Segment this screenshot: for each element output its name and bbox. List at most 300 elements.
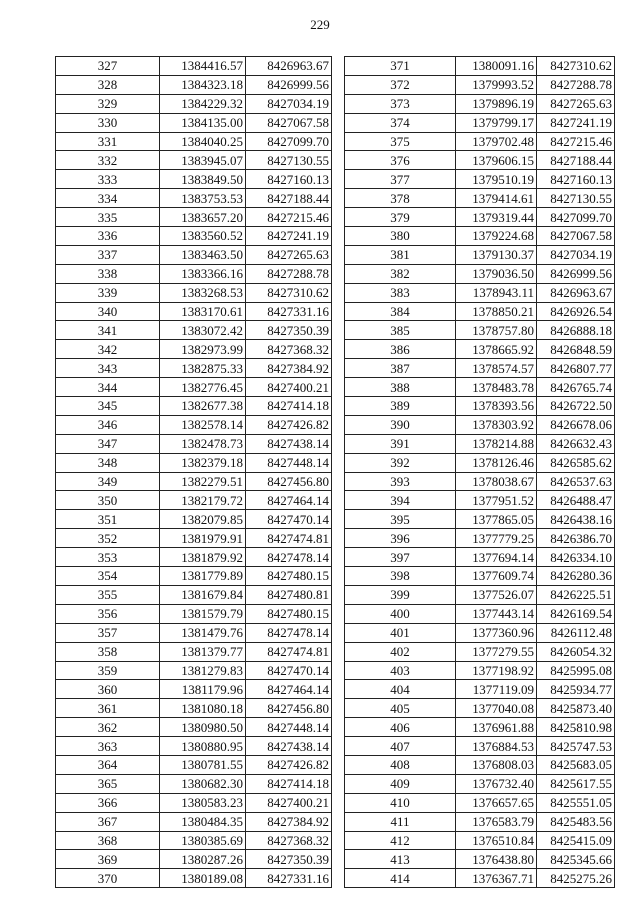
- x-coordinate-cell: 1377526.07: [456, 585, 537, 604]
- y-coordinate-cell: 8425873.40: [537, 699, 615, 718]
- table-row: [56, 415, 332, 434]
- table-row: [345, 283, 615, 302]
- y-coordinate-cell: 8427067.58: [537, 227, 615, 246]
- x-coordinate-cell: 1381080.18: [160, 699, 246, 718]
- table-row: [56, 321, 332, 340]
- table-row: [56, 831, 332, 850]
- table-row: [345, 75, 615, 94]
- y-coordinate-cell: 8426280.36: [537, 567, 615, 586]
- table-row: [56, 189, 332, 208]
- point-number-cell: 372: [345, 75, 456, 94]
- point-number-cell: 394: [345, 491, 456, 510]
- point-number-cell: 343: [56, 359, 160, 378]
- point-number-cell: 350: [56, 491, 160, 510]
- y-coordinate-cell: 8425934.77: [537, 680, 615, 699]
- point-number-cell: 387: [345, 359, 456, 378]
- x-coordinate-cell: 1383170.61: [160, 302, 246, 321]
- y-coordinate-cell: 8427160.13: [537, 170, 615, 189]
- y-coordinate-cell: 8426888.18: [537, 321, 615, 340]
- table-row: [56, 94, 332, 113]
- y-coordinate-cell: 8426999.56: [537, 264, 615, 283]
- table-row: [345, 812, 615, 831]
- x-coordinate-cell: 1382478.73: [160, 434, 246, 453]
- table-row: [345, 585, 615, 604]
- point-number-cell: 371: [345, 57, 456, 76]
- table-row: [56, 510, 332, 529]
- y-coordinate-cell: 8427384.92: [246, 812, 332, 831]
- x-coordinate-cell: 1383560.52: [160, 227, 246, 246]
- table-row: [56, 661, 332, 680]
- y-coordinate-cell: 8425683.05: [537, 755, 615, 774]
- point-number-cell: 384: [345, 302, 456, 321]
- x-coordinate-cell: 1384135.00: [160, 113, 246, 132]
- table-row: [56, 434, 332, 453]
- y-coordinate-cell: 8425415.09: [537, 831, 615, 850]
- table-row: [345, 604, 615, 623]
- point-number-cell: 364: [56, 755, 160, 774]
- point-number-cell: 391: [345, 434, 456, 453]
- point-number-cell: 330: [56, 113, 160, 132]
- point-number-cell: 381: [345, 245, 456, 264]
- x-coordinate-cell: 1377360.96: [456, 623, 537, 642]
- table-row: [56, 302, 332, 321]
- x-coordinate-cell: 1379993.52: [456, 75, 537, 94]
- y-coordinate-cell: 8427130.55: [537, 189, 615, 208]
- point-number-cell: 397: [345, 548, 456, 567]
- y-coordinate-cell: 8427241.19: [246, 227, 332, 246]
- x-coordinate-cell: 1382677.38: [160, 397, 246, 416]
- table-row: [56, 397, 332, 416]
- point-number-cell: 348: [56, 453, 160, 472]
- y-coordinate-cell: 8427331.16: [246, 869, 332, 888]
- x-coordinate-cell: 1381879.92: [160, 548, 246, 567]
- point-number-cell: 375: [345, 132, 456, 151]
- x-coordinate-cell: 1380484.35: [160, 812, 246, 831]
- point-number-cell: 333: [56, 170, 160, 189]
- point-number-cell: 353: [56, 548, 160, 567]
- point-number-cell: 389: [345, 397, 456, 416]
- table-row: [345, 510, 615, 529]
- table-row: [56, 718, 332, 737]
- table-row: [56, 283, 332, 302]
- x-coordinate-cell: 1377040.08: [456, 699, 537, 718]
- point-number-cell: 359: [56, 661, 160, 680]
- table-row: [345, 850, 615, 869]
- table-row: [345, 567, 615, 586]
- point-number-cell: 390: [345, 415, 456, 434]
- x-coordinate-cell: 1378393.56: [456, 397, 537, 416]
- point-number-cell: 373: [345, 94, 456, 113]
- x-coordinate-cell: 1376438.80: [456, 850, 537, 869]
- point-number-cell: 328: [56, 75, 160, 94]
- point-number-cell: 362: [56, 718, 160, 737]
- point-number-cell: 400: [345, 604, 456, 623]
- y-coordinate-cell: 8427400.21: [246, 793, 332, 812]
- x-coordinate-cell: 1377279.55: [456, 642, 537, 661]
- y-coordinate-cell: 8426632.43: [537, 434, 615, 453]
- point-number-cell: 388: [345, 378, 456, 397]
- x-coordinate-cell: 1377694.14: [456, 548, 537, 567]
- y-coordinate-cell: 8427456.80: [246, 472, 332, 491]
- table-row: [56, 208, 332, 227]
- point-number-cell: 342: [56, 340, 160, 359]
- point-number-cell: 363: [56, 737, 160, 756]
- point-number-cell: 409: [345, 774, 456, 793]
- x-coordinate-cell: 1383753.53: [160, 189, 246, 208]
- x-coordinate-cell: 1376367.71: [456, 869, 537, 888]
- x-coordinate-cell: 1378850.21: [456, 302, 537, 321]
- point-number-cell: 340: [56, 302, 160, 321]
- y-coordinate-cell: 8427310.62: [537, 57, 615, 76]
- table-row: [56, 623, 332, 642]
- x-coordinate-cell: 1381379.77: [160, 642, 246, 661]
- y-coordinate-cell: 8427215.46: [537, 132, 615, 151]
- point-number-cell: 351: [56, 510, 160, 529]
- y-coordinate-cell: 8425275.26: [537, 869, 615, 888]
- point-number-cell: 404: [345, 680, 456, 699]
- point-number-cell: 386: [345, 340, 456, 359]
- x-coordinate-cell: 1384323.18: [160, 75, 246, 94]
- x-coordinate-cell: 1378665.92: [456, 340, 537, 359]
- x-coordinate-cell: 1381279.83: [160, 661, 246, 680]
- point-number-cell: 366: [56, 793, 160, 812]
- x-coordinate-cell: 1382973.99: [160, 340, 246, 359]
- x-coordinate-cell: 1380880.95: [160, 737, 246, 756]
- table-row: [56, 850, 332, 869]
- table-row: [56, 57, 332, 76]
- x-coordinate-cell: 1381979.91: [160, 529, 246, 548]
- point-number-cell: 370: [56, 869, 160, 888]
- point-number-cell: 405: [345, 699, 456, 718]
- y-coordinate-cell: 8427470.14: [246, 661, 332, 680]
- x-coordinate-cell: 1382776.45: [160, 378, 246, 397]
- table-row: [345, 548, 615, 567]
- x-coordinate-cell: 1380385.69: [160, 831, 246, 850]
- y-coordinate-cell: 8425345.66: [537, 850, 615, 869]
- x-coordinate-cell: 1383366.16: [160, 264, 246, 283]
- x-coordinate-cell: 1378574.57: [456, 359, 537, 378]
- x-coordinate-cell: 1377119.09: [456, 680, 537, 699]
- x-coordinate-cell: 1376510.84: [456, 831, 537, 850]
- y-coordinate-cell: 8426225.51: [537, 585, 615, 604]
- y-coordinate-cell: 8427478.14: [246, 548, 332, 567]
- y-coordinate-cell: 8427480.15: [246, 567, 332, 586]
- y-coordinate-cell: 8427130.55: [246, 151, 332, 170]
- point-number-cell: 358: [56, 642, 160, 661]
- coordinates-table-left: [55, 56, 332, 888]
- y-coordinate-cell: 8425483.56: [537, 812, 615, 831]
- x-coordinate-cell: 1381679.84: [160, 585, 246, 604]
- table-row: [56, 472, 332, 491]
- table-row: [56, 113, 332, 132]
- x-coordinate-cell: 1378757.80: [456, 321, 537, 340]
- x-coordinate-cell: 1377779.25: [456, 529, 537, 548]
- table-row: [56, 737, 332, 756]
- y-coordinate-cell: 8427034.19: [537, 245, 615, 264]
- table-row: [345, 321, 615, 340]
- point-number-cell: 407: [345, 737, 456, 756]
- point-number-cell: 411: [345, 812, 456, 831]
- table-row: [345, 453, 615, 472]
- x-coordinate-cell: 1379702.48: [456, 132, 537, 151]
- table-row: [56, 604, 332, 623]
- x-coordinate-cell: 1382379.18: [160, 453, 246, 472]
- table-row: [345, 227, 615, 246]
- y-coordinate-cell: 8425995.08: [537, 661, 615, 680]
- point-number-cell: 402: [345, 642, 456, 661]
- x-coordinate-cell: 1379510.19: [456, 170, 537, 189]
- y-coordinate-cell: 8425617.55: [537, 774, 615, 793]
- table-row: [56, 378, 332, 397]
- table-row: [345, 340, 615, 359]
- x-coordinate-cell: 1382875.33: [160, 359, 246, 378]
- y-coordinate-cell: 8426678.06: [537, 415, 615, 434]
- point-number-cell: 367: [56, 812, 160, 831]
- table-row: [56, 151, 332, 170]
- point-number-cell: 368: [56, 831, 160, 850]
- point-number-cell: 357: [56, 623, 160, 642]
- point-number-cell: 383: [345, 283, 456, 302]
- y-coordinate-cell: 8427215.46: [246, 208, 332, 227]
- x-coordinate-cell: 1378943.11: [456, 283, 537, 302]
- point-number-cell: 396: [345, 529, 456, 548]
- y-coordinate-cell: 8427288.78: [537, 75, 615, 94]
- y-coordinate-cell: 8427331.16: [246, 302, 332, 321]
- x-coordinate-cell: 1378303.92: [456, 415, 537, 434]
- y-coordinate-cell: 8426963.67: [537, 283, 615, 302]
- point-number-cell: 365: [56, 774, 160, 793]
- x-coordinate-cell: 1380682.30: [160, 774, 246, 793]
- x-coordinate-cell: 1382179.72: [160, 491, 246, 510]
- y-coordinate-cell: 8426438.16: [537, 510, 615, 529]
- y-coordinate-cell: 8427265.63: [537, 94, 615, 113]
- point-number-cell: 377: [345, 170, 456, 189]
- point-number-cell: 399: [345, 585, 456, 604]
- point-number-cell: 374: [345, 113, 456, 132]
- table-row: [56, 491, 332, 510]
- y-coordinate-cell: 8427288.78: [246, 264, 332, 283]
- x-coordinate-cell: 1380287.26: [160, 850, 246, 869]
- x-coordinate-cell: 1376961.88: [456, 718, 537, 737]
- y-coordinate-cell: 8426999.56: [246, 75, 332, 94]
- table-row: [345, 57, 615, 76]
- y-coordinate-cell: 8427350.39: [246, 321, 332, 340]
- y-coordinate-cell: 8425810.98: [537, 718, 615, 737]
- point-number-cell: 406: [345, 718, 456, 737]
- table-row: [56, 567, 332, 586]
- y-coordinate-cell: 8427414.18: [246, 774, 332, 793]
- y-coordinate-cell: 8427368.32: [246, 831, 332, 850]
- x-coordinate-cell: 1377865.05: [456, 510, 537, 529]
- x-coordinate-cell: 1381179.96: [160, 680, 246, 699]
- y-coordinate-cell: 8426963.67: [246, 57, 332, 76]
- point-number-cell: 327: [56, 57, 160, 76]
- point-number-cell: 378: [345, 189, 456, 208]
- y-coordinate-cell: 8427448.14: [246, 453, 332, 472]
- x-coordinate-cell: 1381579.79: [160, 604, 246, 623]
- x-coordinate-cell: 1376583.79: [456, 812, 537, 831]
- table-row: [345, 718, 615, 737]
- table-row: [56, 132, 332, 151]
- x-coordinate-cell: 1379606.15: [456, 151, 537, 170]
- point-number-cell: 393: [345, 472, 456, 491]
- table-row: [345, 491, 615, 510]
- x-coordinate-cell: 1383657.20: [160, 208, 246, 227]
- table-row: [345, 661, 615, 680]
- y-coordinate-cell: 8427464.14: [246, 491, 332, 510]
- table-row: [345, 755, 615, 774]
- x-coordinate-cell: 1382079.85: [160, 510, 246, 529]
- table-row: [56, 264, 332, 283]
- point-number-cell: 334: [56, 189, 160, 208]
- point-number-cell: 329: [56, 94, 160, 113]
- y-coordinate-cell: 8426488.47: [537, 491, 615, 510]
- table-row: [56, 359, 332, 378]
- y-coordinate-cell: 8427480.81: [246, 585, 332, 604]
- y-coordinate-cell: 8427438.14: [246, 434, 332, 453]
- point-number-cell: 392: [345, 453, 456, 472]
- point-number-cell: 379: [345, 208, 456, 227]
- point-number-cell: 410: [345, 793, 456, 812]
- y-coordinate-cell: 8427034.19: [246, 94, 332, 113]
- table-row: [56, 75, 332, 94]
- point-number-cell: 339: [56, 283, 160, 302]
- point-number-cell: 360: [56, 680, 160, 699]
- point-number-cell: 356: [56, 604, 160, 623]
- y-coordinate-cell: 8427426.82: [246, 755, 332, 774]
- point-number-cell: 335: [56, 208, 160, 227]
- table-row: [345, 170, 615, 189]
- page-number: 229: [310, 17, 330, 32]
- x-coordinate-cell: 1379036.50: [456, 264, 537, 283]
- y-coordinate-cell: 8425747.53: [537, 737, 615, 756]
- table-row: [345, 208, 615, 227]
- y-coordinate-cell: 8427480.15: [246, 604, 332, 623]
- table-row: [345, 378, 615, 397]
- x-coordinate-cell: 1379130.37: [456, 245, 537, 264]
- table-row: [345, 434, 615, 453]
- point-number-cell: 347: [56, 434, 160, 453]
- x-coordinate-cell: 1378483.78: [456, 378, 537, 397]
- x-coordinate-cell: 1382279.51: [160, 472, 246, 491]
- y-coordinate-cell: 8427188.44: [537, 151, 615, 170]
- y-coordinate-cell: 8427310.62: [246, 283, 332, 302]
- y-coordinate-cell: 8427368.32: [246, 340, 332, 359]
- point-number-cell: 395: [345, 510, 456, 529]
- table-row: [345, 699, 615, 718]
- x-coordinate-cell: 1376884.53: [456, 737, 537, 756]
- x-coordinate-cell: 1378214.88: [456, 434, 537, 453]
- point-number-cell: 337: [56, 245, 160, 264]
- point-number-cell: 414: [345, 869, 456, 888]
- x-coordinate-cell: 1384040.25: [160, 132, 246, 151]
- x-coordinate-cell: 1378126.46: [456, 453, 537, 472]
- point-number-cell: 412: [345, 831, 456, 850]
- table-row: [345, 737, 615, 756]
- point-number-cell: 413: [345, 850, 456, 869]
- y-coordinate-cell: 8427448.14: [246, 718, 332, 737]
- y-coordinate-cell: 8427188.44: [246, 189, 332, 208]
- table-row: [56, 812, 332, 831]
- y-coordinate-cell: 8427067.58: [246, 113, 332, 132]
- x-coordinate-cell: 1383849.50: [160, 170, 246, 189]
- point-number-cell: 341: [56, 321, 160, 340]
- point-number-cell: 369: [56, 850, 160, 869]
- point-number-cell: 352: [56, 529, 160, 548]
- table-row: [56, 774, 332, 793]
- table-row: [56, 793, 332, 812]
- x-coordinate-cell: 1376732.40: [456, 774, 537, 793]
- point-number-cell: 376: [345, 151, 456, 170]
- y-coordinate-cell: 8427478.14: [246, 623, 332, 642]
- x-coordinate-cell: 1380091.16: [456, 57, 537, 76]
- x-coordinate-cell: 1383463.50: [160, 245, 246, 264]
- y-coordinate-cell: 8426537.63: [537, 472, 615, 491]
- x-coordinate-cell: 1379224.68: [456, 227, 537, 246]
- table-row: [345, 623, 615, 642]
- point-number-cell: 398: [345, 567, 456, 586]
- y-coordinate-cell: 8427265.63: [246, 245, 332, 264]
- x-coordinate-cell: 1377609.74: [456, 567, 537, 586]
- y-coordinate-cell: 8427426.82: [246, 415, 332, 434]
- coordinates-table-right: [344, 56, 615, 888]
- y-coordinate-cell: 8427474.81: [246, 642, 332, 661]
- y-coordinate-cell: 8426054.32: [537, 642, 615, 661]
- table-row: [345, 831, 615, 850]
- y-coordinate-cell: 8427241.19: [537, 113, 615, 132]
- x-coordinate-cell: 1383945.07: [160, 151, 246, 170]
- table-row: [345, 869, 615, 888]
- x-coordinate-cell: 1377951.52: [456, 491, 537, 510]
- point-number-cell: 408: [345, 755, 456, 774]
- point-number-cell: 354: [56, 567, 160, 586]
- point-number-cell: 361: [56, 699, 160, 718]
- y-coordinate-cell: 8427438.14: [246, 737, 332, 756]
- table-row: [56, 699, 332, 718]
- x-coordinate-cell: 1380781.55: [160, 755, 246, 774]
- y-coordinate-cell: 8427099.70: [537, 208, 615, 227]
- table-row: [56, 529, 332, 548]
- table-row: [56, 680, 332, 699]
- table-row: [345, 397, 615, 416]
- x-coordinate-cell: 1381479.76: [160, 623, 246, 642]
- y-coordinate-cell: 8427470.14: [246, 510, 332, 529]
- table-row: [345, 793, 615, 812]
- table-row: [345, 189, 615, 208]
- table-row: [345, 472, 615, 491]
- table-row: [56, 227, 332, 246]
- table-row: [56, 453, 332, 472]
- point-number-cell: 338: [56, 264, 160, 283]
- point-number-cell: 349: [56, 472, 160, 491]
- y-coordinate-cell: 8427414.18: [246, 397, 332, 416]
- y-coordinate-cell: 8426585.62: [537, 453, 615, 472]
- y-coordinate-cell: 8426169.54: [537, 604, 615, 623]
- y-coordinate-cell: 8426807.77: [537, 359, 615, 378]
- x-coordinate-cell: 1377443.14: [456, 604, 537, 623]
- point-number-cell: 336: [56, 227, 160, 246]
- y-coordinate-cell: 8427099.70: [246, 132, 332, 151]
- point-number-cell: 332: [56, 151, 160, 170]
- x-coordinate-cell: 1380189.08: [160, 869, 246, 888]
- x-coordinate-cell: 1380980.50: [160, 718, 246, 737]
- table-row: [56, 245, 332, 264]
- table-row: [345, 415, 615, 434]
- y-coordinate-cell: 8427400.21: [246, 378, 332, 397]
- x-coordinate-cell: 1382578.14: [160, 415, 246, 434]
- y-coordinate-cell: 8426765.74: [537, 378, 615, 397]
- table-row: [345, 151, 615, 170]
